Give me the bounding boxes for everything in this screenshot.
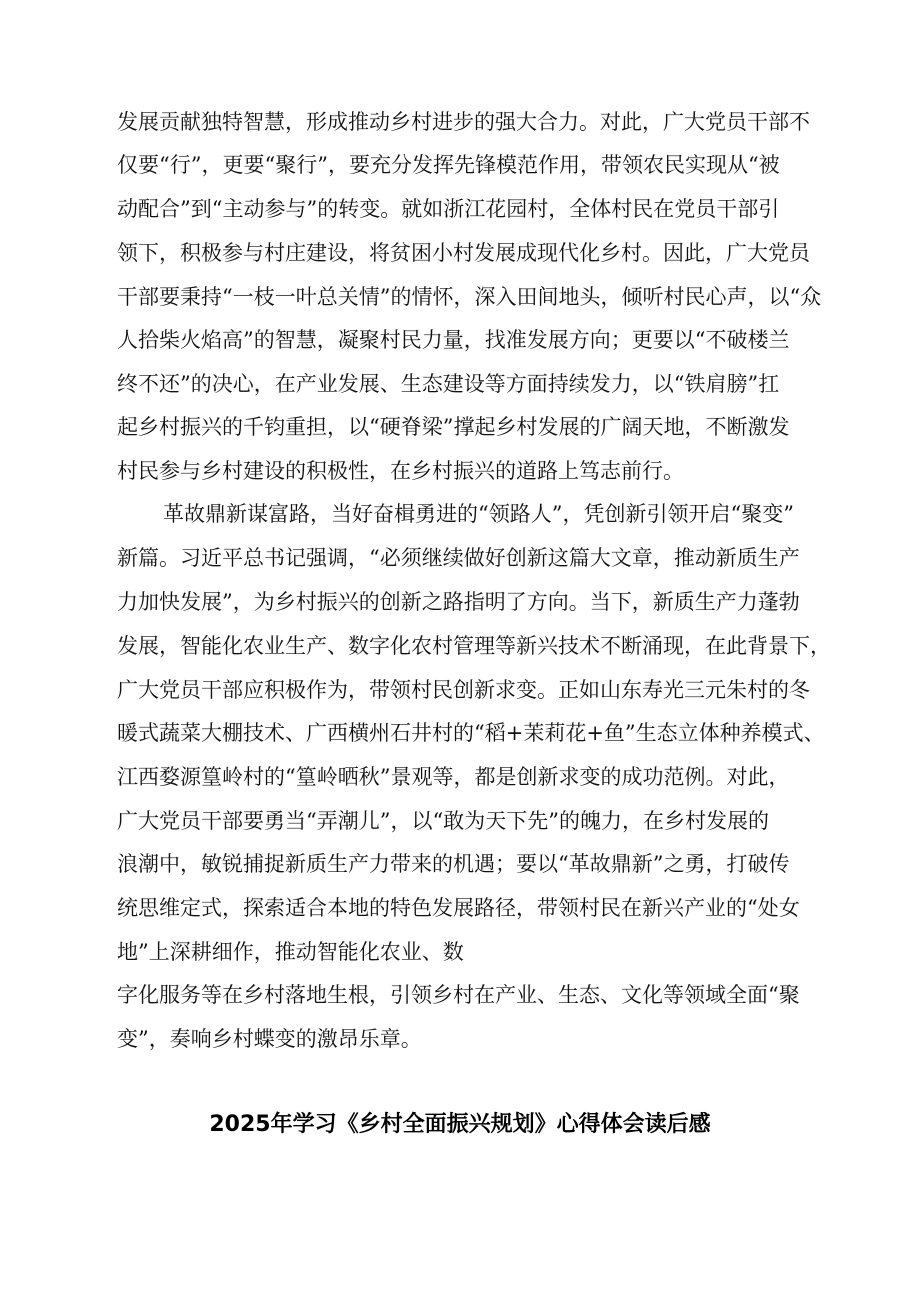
text-line-19: 统思维定式，探索适合本地的特色发展路径，带领村民在新兴产业的“处女 [117,896,800,920]
text-line-18: 浪潮中，敏锐捕捉新质生产力带来的机遇；要以“革故鼎新”之勇，打破传 [117,852,790,876]
text-line-14: 广大党员干部应积极作为，带领村民创新求变。正如山东寿光三元朱村的冬 [117,678,810,702]
text-line-17: 广大党员干部要勇当“弄潮儿”，以“敢为天下先”的魄力，在乡村发展的 [117,809,769,833]
text-line-8: 起乡村振兴的千钧重担，以“硬脊梁”撑起乡村发展的广阔天地，不断激发 [117,415,790,439]
text-line-11: 新篇。习近平总书记强调，“必须继续做好创新这篇大文章，推动新质生产 [117,546,800,570]
text-line-5: 干部要秉持“一枝一叶总关情”的情怀，深入田间地头，倾听村民心声，以“众 [117,285,822,309]
text-line-12: 力加快发展”，为乡村振兴的创新之路指明了方向。当下，新质生产力蓬勃 [117,590,800,614]
text-line-16: 江西婺源篁岭村的“篁岭晒秋”景观等，都是创新求变的成功范例。对此， [117,765,790,789]
text-line-21: 字化服务等在乡村落地生根，引领乡村在产业、生态、文化等领域全面“聚 [117,983,800,1007]
text-line-22: 变”，奏响乡村蝶变的激昂乐章。 [117,1027,422,1051]
text-line-4: 领下，积极参与村庄建设，将贫困小村发展成现代化乡村。因此，广大党员 [117,241,810,265]
section-heading: 2025年学习《乡村全面振兴规划》心得体会读后感 [209,1112,711,1137]
text-line-1: 发展贡献独特智慧，形成推动乡村进步的强大合力。对此，广大党员干部不 [117,110,810,134]
text-line-7: 终不还”的决心，在产业发展、生态建设等方面持续发力，以“铁肩膀”扛 [117,372,780,396]
text-line-3: 动配合”到“主动参与”的转变。就如浙江花园村，全体村民在党员干部引 [117,197,780,221]
text-line-2: 仅要“行”，更要“聚行”，要充分发挥先锋模范作用，带领农民实现从“被 [117,153,780,177]
text-line-9: 村民参与乡村建设的积极性，在乡村振兴的道路上笃志前行。 [117,459,684,483]
text-line-13: 发展，智能化农业生产、数字化农村管理等新兴技术不断涌现，在此背景下， [117,634,831,658]
text-line-20: 地”上深耕细作，推动智能化农业、数 [117,940,464,964]
text-line-15: 暖式蔬菜大棚技术、广西横州石井村的“稻+茉莉花+鱼”生态立体种养模式、 [117,721,825,745]
paragraph-2-first-line: 革故鼎新谋富路，当好奋楫勇进的“领路人”，凭创新引领开启“聚变” [163,502,794,526]
text-line-6: 人拾柴火焰高”的智慧，凝聚村民力量，找准发展方向；更要以“不破楼兰 [117,328,790,352]
